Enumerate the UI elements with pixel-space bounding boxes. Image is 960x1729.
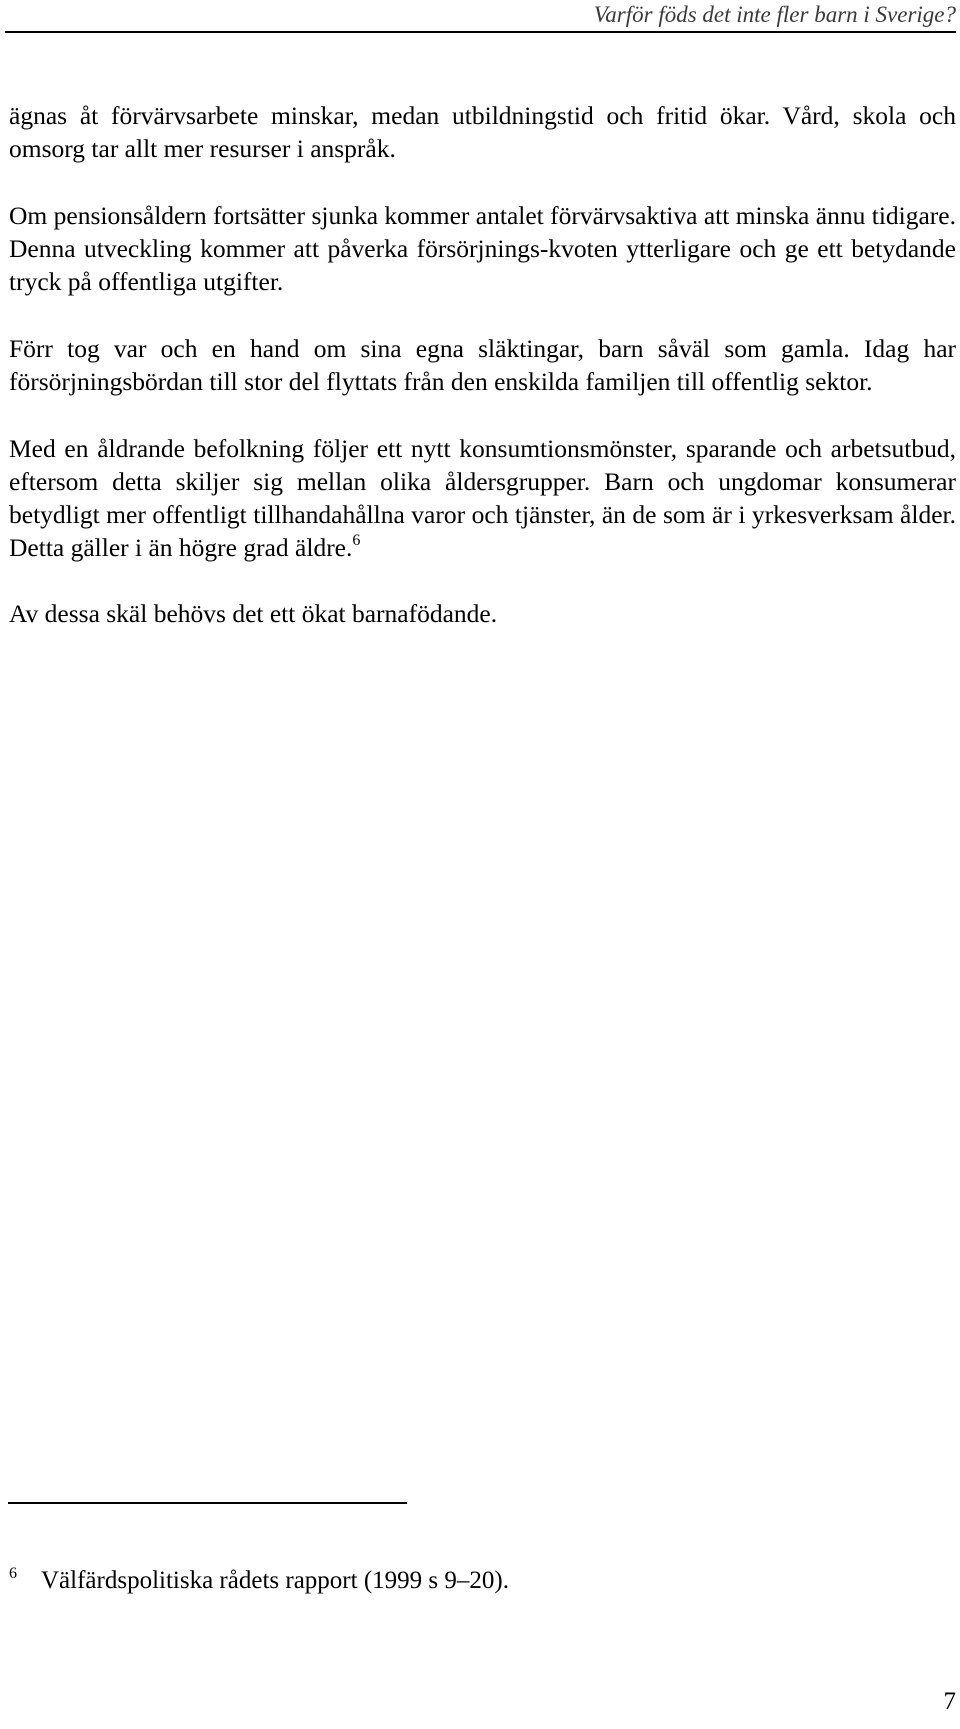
footnote-text: Välfärdspolitiska rådets rapport (1999 s 9–20). (41, 1567, 509, 1594)
paragraph-3: Förr tog var och en hand om sina egna släktingar, barn såväl som gamla. Idag har försörjningsbördan till stor del flyttats från den enskilda familjen till offentlig sektor. (9, 334, 956, 396)
paragraph-2: Om pensionsåldern fortsätter sjunka kommer antalet förvärvsaktiva att minska ännu tidigare. Denna utveckling kommer att påverka försörjnings-kvoten ytterligare och ge ett betydande tryck på offentliga utgifter. (9, 201, 956, 296)
paragraph-5: Av dessa skäl behövs det ett ökat barnafödande. (9, 599, 498, 628)
header-rule (5, 31, 956, 33)
footnote-marker: 6 (9, 1565, 17, 1582)
running-header: Varför föds det inte fler barn i Sverige? (593, 2, 956, 27)
body-text (9, 99, 956, 664)
footnote-rule (8, 1502, 407, 1504)
paragraph-4-text: Med en åldrande befolkning följer ett nytt konsumtionsmönster, sparande och arbetsutbud, eftersom detta skiljer sig mellan olika åldersgrupper. Barn och ungdomar konsumerar betydligt mer offentligt tillhandahållna varor och tjänster, än de som är i yrkesverksam ålder. Detta gäller i än högre grad äldre. (9, 434, 956, 562)
paragraph-4 (9, 432, 956, 564)
footnote-reference[interactable]: 6 (352, 532, 361, 549)
page-number: 7 (943, 1688, 956, 1715)
footnote (9, 1566, 509, 1599)
paragraph-1: ägnas åt förvärvsarbete minskar, medan utbildningstid och fritid ökar. Vård, skola och omsorg tar allt mer resurser i anspråk. (9, 101, 956, 163)
